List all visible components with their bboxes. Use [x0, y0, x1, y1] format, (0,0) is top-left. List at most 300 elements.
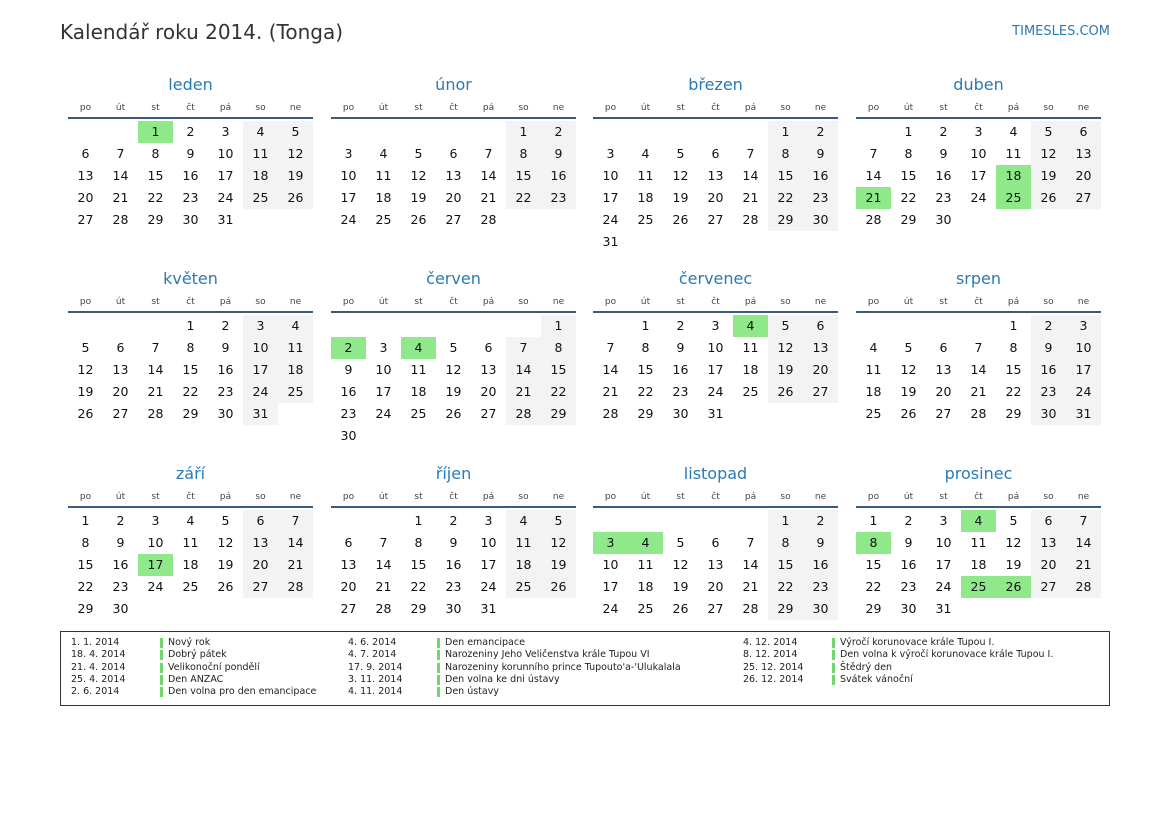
day-cell: 12	[900, 362, 917, 377]
day-cell: 10	[602, 168, 619, 183]
day-cell: 9	[803, 532, 838, 554]
weekday-label: st	[939, 297, 948, 307]
month-name: srpen	[955, 269, 1002, 288]
header-rule	[856, 506, 1101, 508]
day-cell: 8	[414, 535, 423, 550]
day-cell: 28	[1066, 576, 1101, 598]
day-cell: 11	[375, 168, 392, 183]
day-cell: 29	[865, 601, 882, 616]
day-cell: 31	[243, 403, 278, 425]
day-cell: 13	[707, 557, 724, 572]
day-cell: 13	[445, 168, 462, 183]
day-cell: 15	[506, 165, 541, 187]
day-cell: 22	[865, 579, 882, 594]
day-cell: 17	[602, 579, 619, 594]
day-cell: 29	[77, 601, 94, 616]
legend-column	[743, 637, 1103, 686]
day-cell: 6	[484, 340, 493, 355]
weekday-label: st	[676, 103, 685, 113]
day-cell: 5	[414, 146, 423, 161]
weekday-label: pá	[744, 297, 757, 307]
day-cell: 7	[606, 340, 615, 355]
weekday-label: st	[414, 492, 423, 502]
day-cell: 8	[904, 146, 913, 161]
day-cell: 1	[541, 315, 576, 337]
day-cell: 27	[803, 381, 838, 403]
day-cell: 15	[77, 557, 94, 572]
day-cell: 28	[480, 212, 497, 227]
holiday-day-cell: 3	[593, 532, 628, 554]
weekday-label: so	[1043, 492, 1054, 502]
holiday-day-cell: 8	[856, 532, 891, 554]
day-cell: 12	[278, 143, 313, 165]
day-cell: 31	[217, 212, 234, 227]
day-cell: 7	[484, 146, 493, 161]
weekday-label: čt	[449, 297, 458, 307]
day-cell: 22	[1005, 384, 1022, 399]
holiday-name: Den ANZAC	[168, 673, 224, 685]
day-cell: 13	[803, 337, 838, 359]
holiday-date: 4. 12. 2014	[743, 637, 798, 648]
weekday-label: pá	[1007, 297, 1020, 307]
day-cell: 6	[1066, 121, 1101, 143]
legend-row	[71, 637, 341, 649]
header-rule	[856, 311, 1101, 313]
day-cell: 12	[410, 168, 427, 183]
day-cell: 4	[186, 513, 195, 528]
day-cell: 30	[182, 212, 199, 227]
day-cell: 7	[278, 510, 313, 532]
day-cell: 20	[707, 579, 724, 594]
day-cell: 23	[445, 579, 462, 594]
day-cell: 1	[506, 121, 541, 143]
day-cell: 27	[1066, 187, 1101, 209]
weekday-label: pá	[482, 297, 495, 307]
day-cell: 22	[768, 187, 803, 209]
holiday-day-cell: 4	[961, 510, 996, 532]
day-cell: 7	[1066, 510, 1101, 532]
holiday-name: Velikonoční pondělí	[168, 661, 260, 673]
day-cell: 27	[707, 601, 724, 616]
weekday-label: st	[414, 297, 423, 307]
weekday-label: út	[378, 297, 389, 307]
day-cell: 14	[742, 168, 759, 183]
holiday-name: Den volna pro den emancipace	[168, 686, 317, 698]
day-cell: 30	[803, 598, 838, 620]
day-cell: 5	[449, 340, 458, 355]
day-cell: 20	[243, 554, 278, 576]
weekday-label: ne	[1077, 297, 1090, 307]
legend-column	[348, 637, 681, 698]
day-cell: 20	[340, 579, 357, 594]
day-cell: 6	[711, 535, 720, 550]
day-cell: 28	[865, 212, 882, 227]
weekday-label: út	[115, 297, 126, 307]
day-cell: 27	[480, 406, 497, 421]
day-cell: 12	[768, 337, 803, 359]
day-cell: 2	[803, 121, 838, 143]
holiday-date: 8. 12. 2014	[743, 649, 798, 661]
day-cell: 29	[182, 406, 199, 421]
day-cell: 27	[243, 576, 278, 598]
legend-row	[348, 661, 681, 674]
weekday-label: út	[115, 103, 126, 113]
holiday-day-cell: 4	[628, 532, 663, 554]
legend-row	[71, 662, 341, 674]
day-cell: 12	[217, 535, 234, 550]
day-cell: 13	[707, 168, 724, 183]
day-cell: 21	[147, 384, 164, 399]
day-cell: 21	[742, 579, 759, 594]
day-cell: 31	[935, 601, 952, 616]
weekday-label: po	[604, 103, 617, 113]
day-cell: 23	[182, 190, 199, 205]
day-cell: 4	[1009, 124, 1018, 139]
day-cell: 2	[186, 124, 195, 139]
weekday-label: po	[79, 492, 92, 502]
day-cell: 21	[602, 384, 619, 399]
day-cell: 5	[676, 535, 685, 550]
day-cell: 6	[449, 146, 458, 161]
day-cell: 29	[637, 406, 654, 421]
day-cell: 15	[637, 362, 654, 377]
day-cell: 3	[974, 124, 983, 139]
header-rule	[593, 117, 838, 119]
day-cell: 17	[970, 168, 987, 183]
day-cell: 25	[410, 406, 427, 421]
header-rule	[331, 506, 576, 508]
weekday-label: ne	[1077, 103, 1090, 113]
day-cell: 30	[112, 601, 129, 616]
day-cell: 5	[81, 340, 90, 355]
weekday-label: út	[903, 492, 914, 502]
day-cell: 9	[541, 143, 576, 165]
day-cell: 18	[637, 190, 654, 205]
day-cell: 3	[221, 124, 230, 139]
weekday-label: út	[640, 103, 651, 113]
day-cell: 12	[445, 362, 462, 377]
day-cell: 18	[182, 557, 199, 572]
holiday-marker	[160, 638, 163, 648]
day-cell: 31	[480, 601, 497, 616]
day-cell: 29	[147, 212, 164, 227]
weekday-label: čt	[186, 297, 195, 307]
weekday-label: pá	[1007, 492, 1020, 502]
day-cell: 22	[768, 576, 803, 598]
holiday-date: 4. 7. 2014	[348, 649, 397, 661]
weekday-label: so	[518, 492, 529, 502]
weekday-label: čt	[711, 297, 720, 307]
day-cell: 10	[707, 340, 724, 355]
day-cell: 12	[672, 557, 689, 572]
day-cell: 30	[1031, 403, 1066, 425]
day-cell: 26	[1031, 187, 1066, 209]
day-cell: 24	[970, 190, 987, 205]
day-cell: 5	[221, 513, 230, 528]
day-cell: 1	[768, 121, 803, 143]
holiday-name: Výročí korunovace krále Tupou I.	[840, 637, 995, 648]
month-name: květen	[163, 269, 218, 288]
day-cell: 3	[344, 146, 353, 161]
day-cell: 21	[480, 190, 497, 205]
holiday-day-cell: 2	[331, 337, 366, 359]
day-cell: 7	[116, 146, 125, 161]
day-cell: 6	[116, 340, 125, 355]
weekday-label: ne	[552, 297, 565, 307]
weekday-label: čt	[186, 492, 195, 502]
day-cell: 23	[1031, 381, 1066, 403]
holiday-marker	[437, 650, 440, 660]
day-cell: 6	[81, 146, 90, 161]
day-cell: 7	[869, 146, 878, 161]
day-cell: 7	[379, 535, 388, 550]
day-cell: 1	[186, 318, 195, 333]
day-cell: 12	[1031, 143, 1066, 165]
day-cell: 11	[243, 143, 278, 165]
day-cell: 30	[935, 212, 952, 227]
day-cell: 24	[243, 381, 278, 403]
weekday-label: st	[414, 103, 423, 113]
day-cell: 15	[768, 554, 803, 576]
day-cell: 29	[541, 403, 576, 425]
day-cell: 23	[112, 579, 129, 594]
header-rule	[331, 117, 576, 119]
day-cell: 9	[116, 535, 125, 550]
day-cell: 25	[637, 212, 654, 227]
day-cell: 16	[1031, 359, 1066, 381]
day-cell: 25	[278, 381, 313, 403]
weekday-label: so	[1043, 297, 1054, 307]
header-rule	[68, 117, 313, 119]
holiday-date: 4. 6. 2014	[348, 637, 397, 648]
day-cell: 11	[278, 337, 313, 359]
day-cell: 17	[243, 359, 278, 381]
day-cell: 8	[1009, 340, 1018, 355]
weekday-label: čt	[449, 103, 458, 113]
day-cell: 15	[865, 557, 882, 572]
month-name: červenec	[678, 269, 753, 288]
day-cell: 25	[243, 187, 278, 209]
legend-row	[71, 674, 341, 686]
day-cell: 15	[900, 168, 917, 183]
site-link[interactable]: TIMESLES.COM	[1012, 24, 1110, 39]
weekday-label: st	[151, 103, 160, 113]
day-cell: 15	[147, 168, 164, 183]
day-cell: 28	[147, 406, 164, 421]
day-cell: 4	[278, 315, 313, 337]
day-cell: 20	[935, 384, 952, 399]
day-cell: 18	[375, 190, 392, 205]
day-cell: 20	[77, 190, 94, 205]
day-cell: 26	[410, 212, 427, 227]
day-cell: 29	[1005, 406, 1022, 421]
weekday-label: ne	[814, 103, 827, 113]
day-cell: 15	[410, 557, 427, 572]
day-cell: 17	[1066, 359, 1101, 381]
weekday-label: po	[867, 103, 880, 113]
day-cell: 19	[900, 384, 917, 399]
day-cell: 24	[1066, 381, 1101, 403]
day-cell: 27	[935, 406, 952, 421]
day-cell: 20	[112, 384, 129, 399]
day-cell: 26	[445, 406, 462, 421]
holiday-date: 1. 1. 2014	[71, 637, 120, 648]
holiday-marker	[832, 663, 835, 673]
weekday-label: st	[676, 297, 685, 307]
day-cell: 14	[278, 532, 313, 554]
day-cell: 10	[935, 535, 952, 550]
day-cell: 8	[151, 146, 160, 161]
holiday-marker	[437, 687, 440, 697]
holiday-marker	[437, 663, 440, 673]
day-cell: 1	[1009, 318, 1018, 333]
legend-row	[348, 674, 618, 686]
holiday-name: Narozeniny Jeho Veličenstva krále Tupou VI	[445, 649, 650, 661]
day-cell: 20	[445, 190, 462, 205]
weekday-label: so	[255, 492, 266, 502]
day-cell: 28	[278, 576, 313, 598]
holiday-name: Nový rok	[168, 637, 211, 648]
day-cell: 22	[637, 384, 654, 399]
holiday-marker	[437, 638, 440, 648]
holiday-day-cell: 4	[733, 315, 768, 337]
day-cell: 30	[445, 601, 462, 616]
day-cell: 10	[970, 146, 987, 161]
weekday-label: út	[378, 492, 389, 502]
day-cell: 23	[900, 579, 917, 594]
day-cell: 25	[182, 579, 199, 594]
day-cell: 24	[147, 579, 164, 594]
day-cell: 3	[606, 146, 615, 161]
weekday-label: so	[1043, 103, 1054, 113]
day-cell: 14	[147, 362, 164, 377]
day-cell: 19	[768, 359, 803, 381]
day-cell: 1	[869, 513, 878, 528]
day-cell: 31	[602, 234, 619, 249]
day-cell: 18	[637, 579, 654, 594]
day-cell: 20	[1066, 165, 1101, 187]
day-cell: 9	[1031, 337, 1066, 359]
day-cell: 15	[182, 362, 199, 377]
day-cell: 19	[278, 165, 313, 187]
day-cell: 25	[637, 601, 654, 616]
day-cell: 10	[217, 146, 234, 161]
day-cell: 4	[506, 510, 541, 532]
day-cell: 13	[1066, 143, 1101, 165]
day-cell: 21	[278, 554, 313, 576]
holiday-name: Narozeniny korunního prince Tupouto'a-'Ulukalala	[445, 661, 681, 673]
month-name: duben	[953, 75, 1004, 94]
day-cell: 19	[672, 190, 689, 205]
holiday-date: 25. 12. 2014	[743, 661, 804, 673]
weekday-label: st	[939, 492, 948, 502]
header-rule	[68, 311, 313, 313]
weekday-label: út	[903, 103, 914, 113]
day-cell: 3	[151, 513, 160, 528]
day-cell: 10	[480, 535, 497, 550]
day-cell: 9	[904, 535, 913, 550]
day-cell: 16	[340, 384, 357, 399]
day-cell: 2	[541, 121, 576, 143]
weekday-label: st	[151, 492, 160, 502]
holiday-name: Štědrý den	[840, 661, 893, 673]
day-cell: 11	[506, 532, 541, 554]
weekday-label: pá	[744, 492, 757, 502]
holiday-day-cell: 21	[856, 187, 891, 209]
day-cell: 25	[375, 212, 392, 227]
holiday-day-cell: 25	[961, 576, 996, 598]
day-cell: 28	[506, 403, 541, 425]
day-cell: 6	[803, 315, 838, 337]
day-cell: 23	[217, 384, 234, 399]
day-cell: 22	[410, 579, 427, 594]
day-cell: 19	[1031, 165, 1066, 187]
day-cell: 11	[742, 340, 759, 355]
day-cell: 14	[602, 362, 619, 377]
day-cell: 13	[935, 362, 952, 377]
weekday-label: pá	[219, 103, 232, 113]
day-cell: 18	[742, 362, 759, 377]
legend-row	[71, 686, 341, 698]
day-cell: 26	[900, 406, 917, 421]
day-cell: 8	[641, 340, 650, 355]
weekday-label: po	[79, 297, 92, 307]
legend-column	[71, 637, 341, 698]
holiday-legend	[60, 631, 1110, 706]
day-cell: 24	[217, 190, 234, 205]
weekday-label: pá	[219, 492, 232, 502]
day-cell: 8	[768, 143, 803, 165]
weekday-label: ne	[289, 492, 302, 502]
day-cell: 26	[77, 406, 94, 421]
day-cell: 13	[112, 362, 129, 377]
holiday-name: Den volna k výročí korunovace krále Tupou I.	[840, 649, 1054, 661]
day-cell: 15	[1005, 362, 1022, 377]
day-cell: 20	[480, 384, 497, 399]
day-cell: 3	[1066, 315, 1101, 337]
weekday-label: čt	[711, 103, 720, 113]
header-rule	[593, 311, 838, 313]
day-cell: 31	[707, 406, 724, 421]
day-cell: 4	[641, 146, 650, 161]
holiday-date: 3. 11. 2014	[348, 673, 403, 685]
day-cell: 26	[672, 601, 689, 616]
day-cell: 29	[768, 209, 803, 231]
day-cell: 19	[410, 190, 427, 205]
weekday-label: čt	[186, 103, 195, 113]
holiday-name: Den emancipace	[445, 637, 525, 648]
holiday-marker	[832, 638, 835, 648]
day-cell: 10	[340, 168, 357, 183]
day-cell: 1	[81, 513, 90, 528]
day-cell: 18	[506, 554, 541, 576]
day-cell: 22	[900, 190, 917, 205]
legend-row	[348, 649, 650, 661]
holiday-day-cell: 25	[996, 187, 1031, 209]
holiday-marker	[160, 663, 163, 673]
day-cell: 20	[803, 359, 838, 381]
weekday-label: po	[867, 297, 880, 307]
day-cell: 17	[217, 168, 234, 183]
month-name: říjen	[435, 464, 472, 483]
day-cell: 7	[506, 337, 541, 359]
day-cell: 11	[637, 168, 654, 183]
day-cell: 12	[1005, 535, 1022, 550]
weekday-label: pá	[482, 103, 495, 113]
day-cell: 23	[340, 406, 357, 421]
holiday-day-cell: 1	[138, 121, 173, 143]
day-cell: 12	[77, 362, 94, 377]
